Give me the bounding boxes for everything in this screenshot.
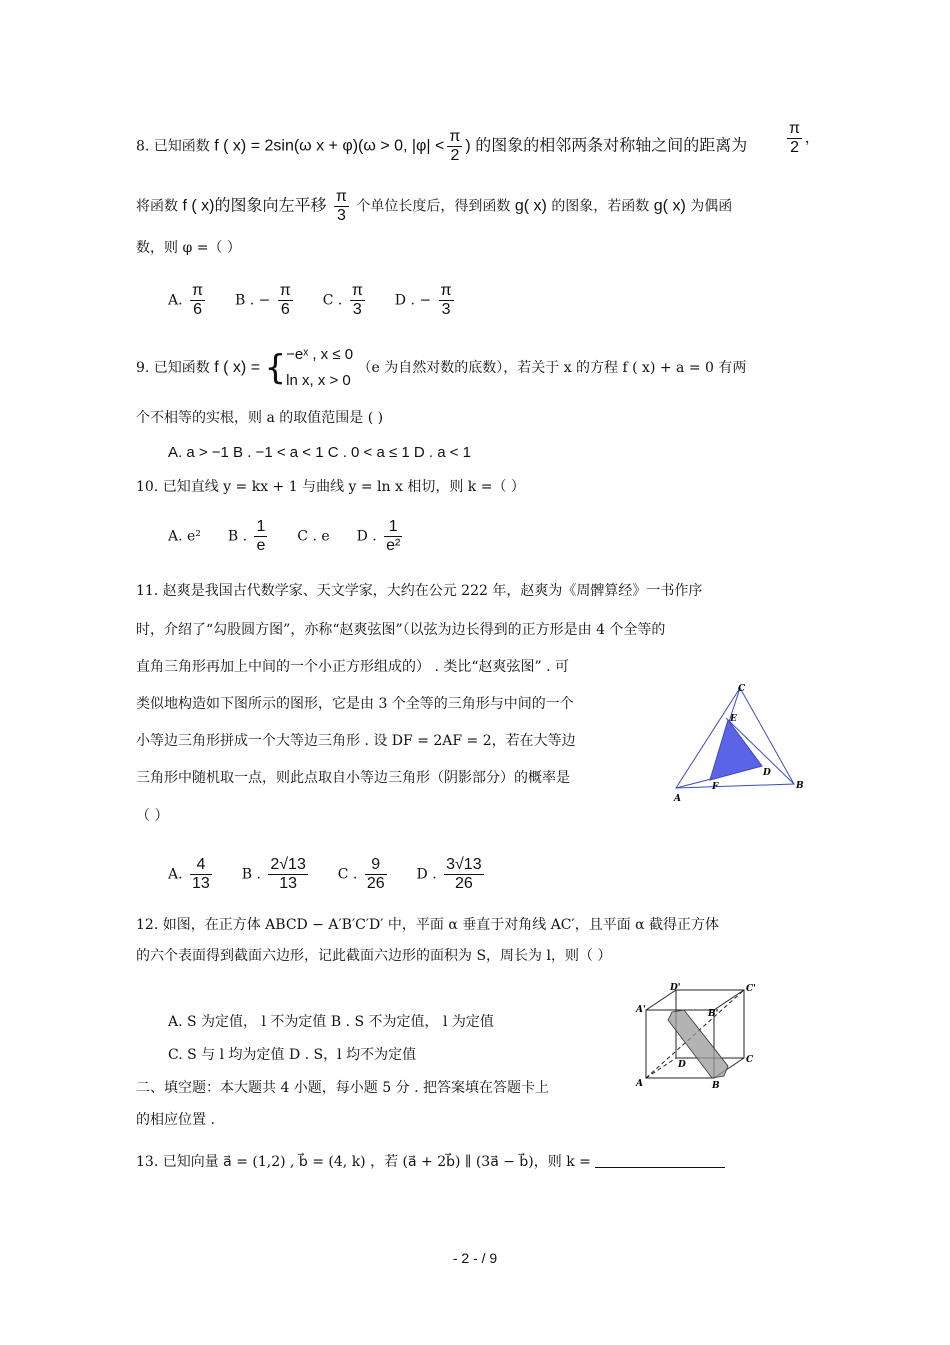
label-A: A [636,1079,643,1089]
label-D: D [763,768,771,778]
page-number: - 2 - / 9 [452,1250,498,1266]
q8-distance: $\frac{\pi}{2}$ ， [789,120,820,156]
label-C1: C' [746,984,756,994]
q8-fraction-pi-2: $\frac{\pi}{2}$ [449,128,461,164]
q11-line-2: 时，介绍了“勾股圆方图”，亦称“赵爽弦图”（以弦为边长得到的正方形是由 4 个全等的 [136,622,666,638]
q11-figure-triangle [666,680,816,805]
section-2-heading: 二、填空题：本大题共 4 小题，每小题 5 分 . 把答案填在答题卡上 [136,1080,549,1096]
q9-piecewise: −eˣ , x ≤ 0 ln x, x > 0 [286,346,354,389]
q13-line-1: 13. 已知向量 a⃗ = (1,2) , b⃗ = (4, k) ，若 (a⃗ + 2b⃗) ∥ (3a⃗ − b⃗)，则 k = [136,1152,725,1172]
q11-line-1: 11. 赵爽是我国古代数学家、天文学家，大约在公元 222 年，赵爽为《周髀算经》一书作序 [136,583,703,599]
q8-fraction-pi-3: $\frac{\pi}{3}$ [335,188,347,224]
q9-line-1: 9. 已知函数 f ( x) = { −eˣ , x ≤ 0 ln x, x > 0 （e 为自然对数的底数），若关于 x 的方程 f ( x) + a = 0 有两 [136,342,746,394]
q11-options: A. $\frac{4}{13}$ B . $\frac{2√13}{13}$ C . $\frac{9}{26}$ D . $\frac{3√13}{26}$ [168,856,482,892]
q8-text: ) 的图象的相邻两条对称轴之间的距离为 [465,137,748,155]
q8-line-3: 数，则 φ =（ ） [136,240,241,256]
section-2-heading-cont: 的相应位置 . [136,1112,215,1128]
label-A1: A' [636,1005,646,1015]
q8-line-2: 将函数 f ( x)的图象向左平移 $\frac{\pi}{3}$ 个单位长度后，得到函数 g( x) 的图象，若函数 g( x) 为偶函 [136,188,733,224]
q11-line-6: 三角形中随机取一点，则此点取自小等边三角形（阴影部分）的概率是 [136,770,570,786]
q11-shaded-triangle [710,720,762,780]
q10-options: A. e² B . $\frac{1}{e}$ C . e D . $\frac{1}{\text{e²}}$ [168,518,401,554]
q11-line-4: 类似地构造如下图所示的图形，它是由 3 个全等的三角形与中间的一个 [136,696,574,712]
q11-line-5: 小等边三角形拼成一个大等边三角形 . 设 DF = 2AF = 2，若在大等边 [136,733,576,749]
q8-function: f ( x) = 2sin(ω x + φ)(ω > 0, |φ| < [214,137,445,155]
q12-option-ab: A. S 为定值， l 不为定值 B . S 不为定值， l 为定值 [168,1014,494,1030]
label-B: B [712,1081,720,1091]
q12-section-hexagon [668,1010,728,1078]
q11-line-7: （ ） [136,808,169,824]
q13-answer-blank[interactable] [595,1153,725,1168]
label-C: C [738,684,746,694]
q8-line-1 [136,128,747,165]
label-B: B [796,781,804,791]
label-B1: B' [708,1009,719,1019]
label-A: A [674,794,681,804]
q12-line-1: 12. 如图，在正方体 ABCD − A′B′C′D′ 中，平面 α 垂直于对角线 AC′，且平面 α 截得正方体 [136,917,720,933]
label-E: E [730,714,737,724]
label-D1: D' [670,983,681,993]
q10-line-1: 10. 已知直线 y = kx + 1 与曲线 y = ln x 相切，则 k =（ ） [136,479,525,495]
q8-label: 8. 已知函数 [136,138,210,155]
q12-line-2: 的六个表面得到截面六边形，记此截面六边形的面积为 S，周长为 l，则（ ） [136,948,612,964]
q12-option-cd: C. S 与 l 均为定值 D . S，l 均不为定值 [168,1047,417,1063]
q12-figure-cube [632,982,762,1094]
q11-line-3: 直角三角形再加上中间的一个小正方形组成的） . 类比“赵爽弦图” . 可 [136,659,570,675]
label-F: F [712,782,719,792]
q9-line-2: 个不相等的实根，则 a 的取值范围是 ( ) [136,410,384,426]
label-D: D [678,1060,686,1070]
q9-options: A. a > −1 B . −1 < a < 1 C . 0 < a ≤ 1 D . a < 1 [168,444,472,461]
q8-options: A. $\frac{\pi}{6}$ B . − $\frac{\pi}{6}$ C . $\frac{\pi}{3}$ D . − $\frac{\pi}{3}$ [168,282,452,318]
label-C: C [746,1055,754,1065]
